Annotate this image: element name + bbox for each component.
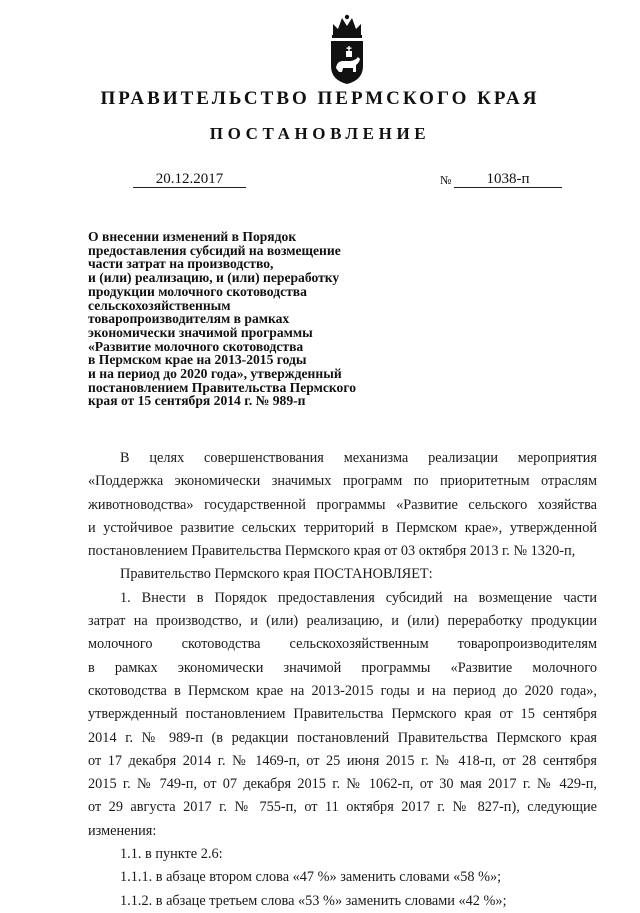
body-line: 1. Внести в Порядок предоставления субсидий на возмещение части bbox=[120, 589, 597, 606]
subject-line: «Развитие молочного скотоводства bbox=[88, 338, 304, 354]
body-line: и устойчивое развитие сельских территорий в Пермском крае», утвержденной bbox=[88, 519, 597, 536]
subject-line: постановлением Правительства Пермского bbox=[88, 379, 356, 395]
subject-line: экономически значимой программы bbox=[88, 324, 313, 340]
body-line: В целях совершенствования механизма реализации мероприятия bbox=[120, 450, 597, 466]
body-line: скотоводства в Пермском крае на 2013-2015 годы и на период до 2020 года», bbox=[88, 682, 597, 699]
subject-line: сельскохозяйственным bbox=[88, 297, 231, 313]
body-line: животноводства» государственной программы «Развитие сельского хозяйства bbox=[88, 496, 597, 513]
subject-line: товаропроизводителям в рамках bbox=[88, 311, 290, 327]
subject-line: продукции молочного скотоводства bbox=[88, 283, 307, 299]
subject-line: края от 15 сентября 2014 г. № 989-п bbox=[88, 393, 306, 409]
body-line: от 17 декабря 2014 г. № 1469-п, от 25 июня 2015 г. № 418-п, от 28 сентября bbox=[88, 752, 597, 769]
body-line: Правительство Пермского края ПОСТАНОВЛЯЕТ: bbox=[120, 566, 433, 583]
subject-line: предоставления субсидий на возмещение bbox=[88, 242, 341, 258]
body-line: молочного скотоводства сельскохозяйственным товаропроизводителям bbox=[88, 636, 597, 653]
body-line: изменения: bbox=[88, 822, 157, 839]
coat-of-arms-icon bbox=[327, 14, 367, 86]
number-sign: № bbox=[440, 173, 452, 187]
body-line: 1.1. в пункте 2.6: bbox=[120, 846, 223, 863]
subject-line: и (или) реализацию, и (или) переработку bbox=[88, 270, 340, 286]
body-line: от 29 августа 2017 г. № 755-п, от 11 октября 2017 г. № 827-п), следующие bbox=[88, 799, 597, 816]
document-date: 20.12.2017 bbox=[133, 171, 246, 188]
document-type: ПОСТАНОВЛЕНИЕ bbox=[209, 124, 431, 143]
body-line: 2015 г. № 749-п, от 07 декабря 2015 г. № 1062-п, от 30 мая 2017 г. № 429-п, bbox=[88, 776, 597, 793]
document-number: 1038-п bbox=[454, 171, 562, 188]
body-line: 2014 г. № 989-п (в редакции постановлений Правительства Пермского края bbox=[88, 729, 597, 746]
government-title: ПРАВИТЕЛЬСТВО ПЕРМСКОГО КРАЯ bbox=[100, 88, 540, 109]
subject-line: О внесении изменений в Порядок bbox=[88, 229, 297, 244]
document-subject bbox=[88, 230, 388, 408]
body-line: 1.1.2. в абзаце третьем слова «53 %» заменить словами «42 %»; bbox=[120, 892, 507, 909]
body-line: в рамках экономически значимой программы «Развитие молочного bbox=[88, 659, 597, 676]
body-line: «Поддержка экономически значимых программ по приоритетным отраслям bbox=[88, 473, 597, 490]
body-line: 1.1.1. в абзаце втором слова «47 %» заменить словами «58 %»; bbox=[120, 869, 502, 886]
document-body bbox=[88, 447, 597, 913]
subject-line: части затрат на производство, bbox=[88, 256, 274, 272]
body-line: затрат на производство, и (или) реализацию, и (или) переработку продукции bbox=[88, 613, 597, 630]
body-line: постановлением Правительства Пермского края от 03 октября 2013 г. № 1320-п, bbox=[88, 543, 576, 560]
subject-line: в Пермском крае на 2013-2015 годы bbox=[88, 352, 307, 368]
body-line: утвержденный постановлением Правительства Пермского края от 15 сентября bbox=[88, 706, 597, 723]
subject-line: и на период до 2020 года», утвержденный bbox=[88, 366, 342, 382]
